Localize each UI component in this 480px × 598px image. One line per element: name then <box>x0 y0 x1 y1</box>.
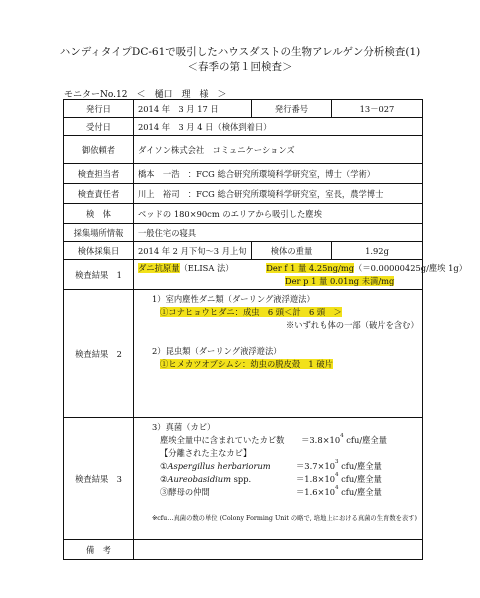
fungus2-spp: spp. <box>231 474 252 484</box>
fungi-total-value: ＝3.8×10 <box>301 435 341 445</box>
location-label: 採集場所情報 <box>64 224 134 242</box>
location-value: 一般住宅の寝具 <box>134 224 423 242</box>
table-row <box>64 118 423 136</box>
responsible-label: 検査責任者 <box>64 184 134 204</box>
table-row <box>64 136 423 164</box>
result1-cell <box>134 260 467 290</box>
result3-cell <box>134 418 423 540</box>
fungus2-exp: 4 <box>335 472 339 478</box>
mite-count: ①コナヒョウヒダニ：成虫 6 頭＜計 6 頭 ＞ <box>160 307 342 317</box>
mites-heading: 1）室内塵性ダニ類（ダーリング液浮遊法） <box>152 294 315 304</box>
weight-label: 検体の重量 <box>252 242 332 260</box>
insect-count: ①ヒメカツオブシムシ：幼虫の脱皮殻 1 破片 <box>160 359 333 369</box>
fungus1-name: Aspergillus herbariorum <box>167 461 271 471</box>
monitor-label: モニターNo.12 ＜ 樋口 理 様 ＞ <box>64 90 227 100</box>
table-row <box>64 540 423 560</box>
fungus3-name: ③酵母の仲間 <box>160 487 210 497</box>
table-row <box>64 100 423 118</box>
table-row <box>64 242 423 260</box>
fungus1-num: ① <box>160 461 168 471</box>
fungus1-value: ＝3.7×10 <box>296 461 336 471</box>
remarks-label: 備 考 <box>64 540 134 560</box>
insects-heading: 2）昆虫類（ダーリング液浮遊法） <box>152 346 282 356</box>
fungi-heading: 3）真菌（カビ） <box>152 422 216 432</box>
table-row <box>64 164 423 184</box>
fungi-total-unit: cfu/塵全量 <box>343 435 388 445</box>
table-row <box>64 224 423 242</box>
received-label: 受付日 <box>64 118 134 136</box>
issue-date-label: 発行日 <box>64 100 134 118</box>
table-row <box>64 260 423 290</box>
der-p-value: Der p 1 量 0.01ng 未満/mg <box>285 275 395 286</box>
issue-no-value: 13－027 <box>332 100 423 118</box>
issue-no-label: 発行番号 <box>252 100 332 118</box>
period-label: 検体採集日 <box>64 242 134 260</box>
mite-antigen-label: ダニ抗原量 <box>138 262 180 273</box>
table-row <box>64 418 423 540</box>
table-row <box>64 204 423 224</box>
isolated-heading: 【分離された主なカビ】 <box>160 448 252 458</box>
result3-label: 検査結果 3 <box>64 418 134 540</box>
fungus2-name: Aureobasidium <box>167 474 232 484</box>
result2-label: 検査結果 2 <box>64 290 134 418</box>
period-value: 2014 年 2 月下旬～3 月上旬 <box>134 242 252 260</box>
cfu-note: ※cfu…真菌の数の単位 (Colony Forming Unit の略で, 培地上における真菌の生育数を表す) <box>152 515 417 522</box>
der-f-value: Der f 1 量 4.25ng/mg <box>266 262 355 273</box>
fungus1-unit: cfu/塵全量 <box>338 461 382 471</box>
responsible-value: 川上 裕司 ：FCG 総合研究所環境科学研究室，室長，農学博士 <box>134 184 423 204</box>
table-row <box>64 290 423 418</box>
fungus3-value: ＝1.6×10 <box>296 487 336 497</box>
inspector-value: 橋本 一浩 ：FCG 総合研究所環境科学研究室，博士（学術） <box>134 164 423 184</box>
fungus2-unit: cfu/塵全量 <box>338 474 382 484</box>
specimen-label: 検 体 <box>64 204 134 224</box>
fungus3-exp: 4 <box>335 485 339 491</box>
result1-label: 検査結果 1 <box>64 260 134 290</box>
fungus2-num: ② <box>160 474 168 484</box>
report-title: ハンディタイプDC-61で吸引したハウスダストの生物アレルゲン分析検査(1) <box>59 46 421 58</box>
specimen-value: ベッドの 180×90cm のエリアから吸引した塵埃 <box>134 204 423 224</box>
mite-note: ※いずれも体の一部（破片を含む） <box>286 320 419 330</box>
remarks-value <box>134 540 423 560</box>
fungus2-value: ＝1.8×10 <box>296 474 336 484</box>
report-subtitle: ＜春季の第１回検査＞ <box>187 61 293 73</box>
fungus1-exp: 3 <box>335 459 339 465</box>
elisa-method: （ELISA 法） <box>179 262 234 273</box>
fungi-total-label: 塵埃全量中に含まれていたカビ数 <box>160 435 285 445</box>
client-value: ダイソン株式会社 コミュニケーションズ <box>134 136 423 164</box>
weight-value: 1.92g <box>332 242 423 260</box>
table-row <box>64 184 423 204</box>
report-table <box>63 99 467 560</box>
received-value: 2014 年 3 月 4 日（検体到着日） <box>134 118 423 136</box>
der-f-ratio: （＝0.00000425g/塵埃 1g） <box>354 262 467 273</box>
inspector-label: 検査担当者 <box>64 164 134 184</box>
fungus3-unit: cfu/塵全量 <box>338 487 382 497</box>
fungi-total-exp: 4 <box>340 433 344 439</box>
client-label: 御依頼者 <box>64 136 134 164</box>
issue-date-value: 2014 年 3 月 17 日 <box>134 100 252 118</box>
result2-cell <box>134 290 423 418</box>
